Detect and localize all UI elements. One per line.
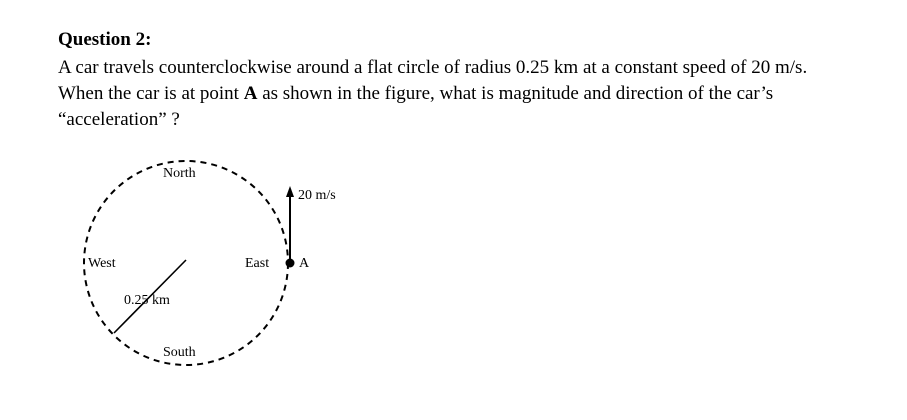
question-point-label: A: [243, 83, 258, 104]
radius-label: 0.25 km: [124, 293, 170, 308]
question-line-2-end: as shown in the figure, what is magnitude and direction of the car’s: [257, 83, 774, 104]
question-title: Question 2:: [58, 29, 152, 50]
speed-label: 20 m/s: [298, 188, 336, 203]
north-label: North: [163, 166, 196, 181]
question-line-3: “acceleration” ?: [58, 109, 180, 130]
point-a-dot: [286, 259, 295, 268]
west-label: West: [88, 256, 116, 271]
velocity-arrow-head: [286, 186, 294, 197]
point-a-label: A: [299, 256, 310, 271]
question-line-1: A car travels counterclockwise around a flat circle of radius 0.25 km at a constant speed of 20 m/s.: [58, 57, 808, 78]
question-line-2-start: When the car is at point: [58, 83, 244, 104]
south-label: South: [163, 345, 196, 360]
east-label: East: [245, 256, 270, 271]
